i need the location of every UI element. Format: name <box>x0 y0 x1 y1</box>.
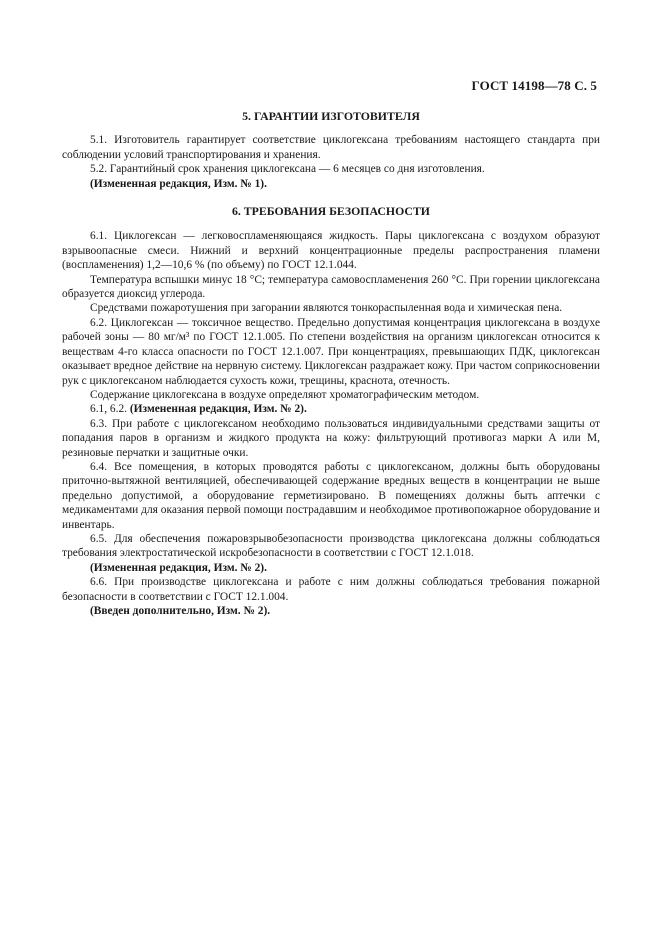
paragraph-5-1: 5.1. Изготовитель гарантирует соответствие циклогексана требованиям настоящего стандарта при соблюдении условий транспортирования и хранения. <box>62 134 600 161</box>
amendment-note-6-5: (Измененная редакция, Изм. № 2). <box>90 561 267 574</box>
paragraph-6-2: 6.2. Циклогексан — токсичное вещество. Предельно допустимая концентрация циклогексана в воздухе рабочей зоны — 80 мг/м³ по ГОСТ 12.1.005. По степени воздействия на организм циклогексан относится к веществам 4-го класса опасности по ГОСТ 12.1.007. При концентрациях, превышающих ПДК, циклогексан оказывает вредное действие на нервную систему. Циклогексан раздражает кожу. При частом соприкосновении рук с циклогексаном наблюдается сухость кожи, трещины, краснота, отечность. <box>62 316 600 387</box>
paragraph-6-4: 6.4. Все помещения, в которых проводятся работы с циклогексаном, должны быть оборудованы приточно-вытяжной вентиляцией, обеспечивающей содержание вредных веществ в концентрации не выше предельно допустимой, а оборудование герметизировано. В помещениях должны быть аптечки с медикаментами для оказания первой помощи пострадавшим и необходимое противопожарное оборудование и инвентарь. <box>62 460 600 531</box>
paragraph-flash-point: Температура вспышки минус 18 °С; температура самовоспламенения 260 °С. При горении циклогексана образуется диоксид углерода. <box>62 273 600 301</box>
section-6-title: 6. ТРЕБОВАНИЯ БЕЗОПАСНОСТИ <box>231 204 430 219</box>
paragraph-extinguishing: Средствами пожаротушения при загорании являются тонкораспыленная вода и химическая пена. <box>90 302 563 315</box>
amendment-note-6-1-6-2 <box>62 402 600 416</box>
document-body <box>62 109 600 618</box>
addition-note-6-6: (Введен дополнительно, Изм. № 2). <box>90 605 271 617</box>
page-header: ГОСТ 14198—78 С. 5 <box>471 78 597 93</box>
paragraph-6-6: 6.6. При производстве циклогексана и работе с ним должны соблюдаться требования пожарной безопасности в соответствии с ГОСТ 12.1.004. <box>62 576 600 603</box>
paragraph-analysis-method: Содержание циклогексана в воздухе определяют хроматографическим методом. <box>90 388 480 401</box>
amendment-label: (Измененная редакция, Изм. № 2). <box>129 403 307 416</box>
amendment-note-5: (Измененная редакция, Изм. № 1). <box>90 177 267 190</box>
paragraph-6-1: 6.1. Циклогексан — легковоспламеняющаяся жидкость. Пары циклогексана с воздухом образуют взрывоопасные смеси. Нижний и верхний концентрационные пределы распространения пламени (воспламенения) 1,2—10,6 % (по объему) по ГОСТ 12.1.044. <box>62 230 600 272</box>
paragraph-6-3: 6.3. При работе с циклогексаном необходимо пользоваться индивидуальными средствами защиты от попадания паров в организм и жидкого продукта на кожу: фильтрующий противогаз марки А или М, резиновые перчатки и защитные очки. <box>62 417 600 459</box>
paragraph-6-5: 6.5. Для обеспечения пожаровзрывобезопасности производства циклогексана должны соблюдаться требования электростатической искробезопасности в соответствии с ГОСТ 12.1.018. <box>62 532 600 560</box>
amendment-ref: 6.1, 6.2. <box>90 403 130 416</box>
section-5-title: 5. ГАРАНТИИ ИЗГОТОВИТЕЛЯ <box>242 109 420 123</box>
paragraph-5-2: 5.2. Гарантийный срок хранения циклогексана — 6 месяцев со дня изготовления. <box>90 163 485 176</box>
